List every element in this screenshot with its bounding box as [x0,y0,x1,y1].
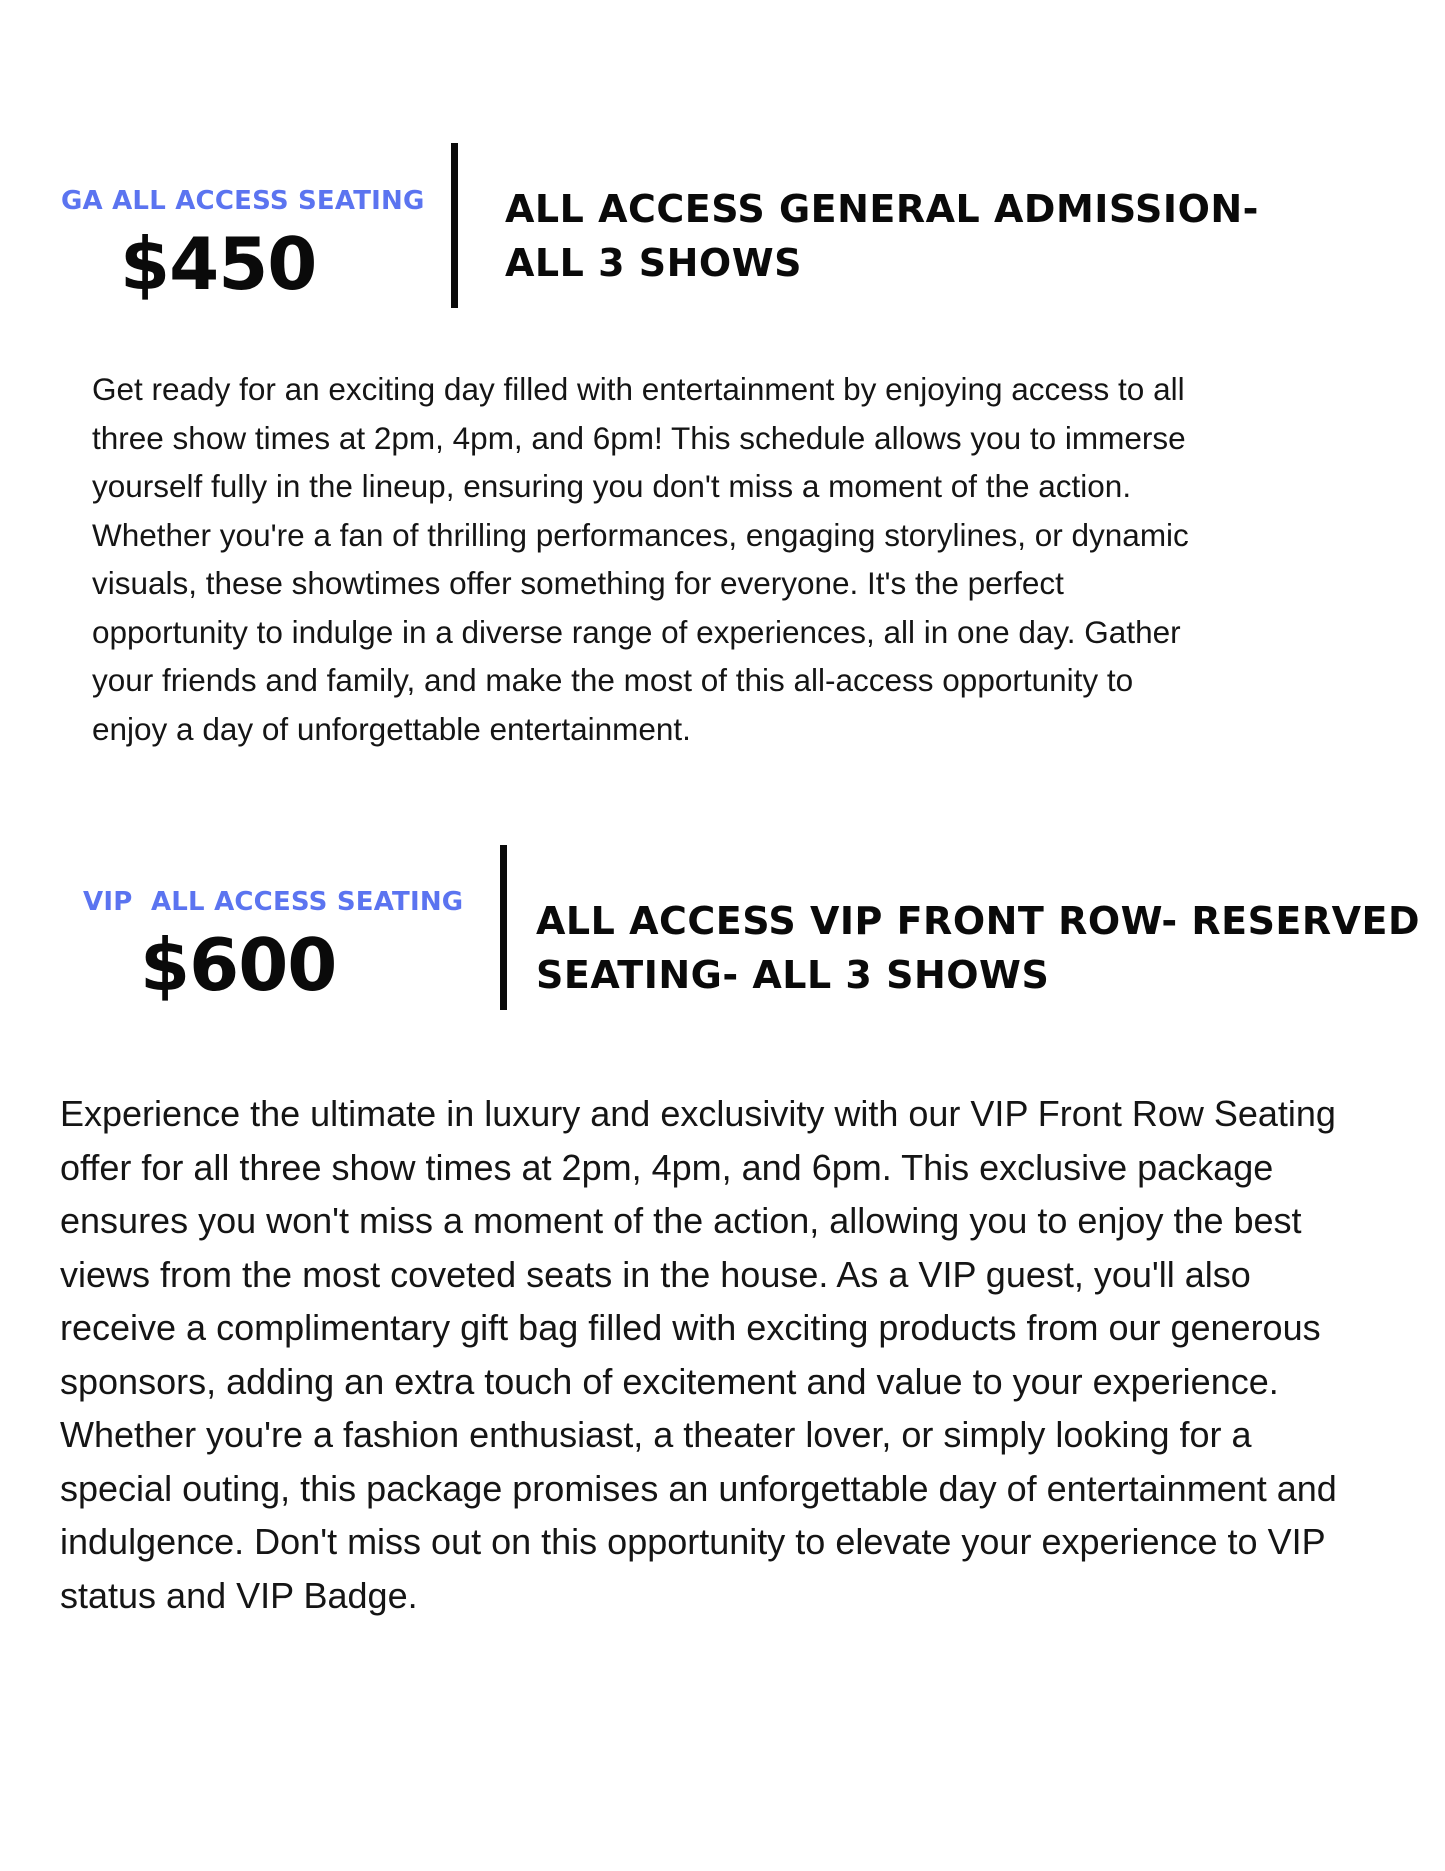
vip-headline-line-2: SEATING- ALL 3 SHOWS [536,953,1050,997]
ga-headline-line-2: ALL 3 SHOWS [505,241,802,285]
ga-description-line: visuals, these showtimes offer something for everyone. It's the perfect [92,565,1064,601]
vip-description-line: views from the most coveted seats in the house. As a VIP guest, you'll also [60,1253,1251,1295]
vip-description-line: indulgence. Don't miss out on this opportunity to elevate your experience to VIP [60,1521,1326,1562]
ga-description-line: enjoy a day of unforgettable entertainment. [92,710,691,747]
vip-description-line: special outing, this package promises an unforgettable day of entertainment and [60,1467,1337,1509]
vip-divider [500,845,507,1010]
ga-description-line: yourself fully in the lineup, ensuring you don't miss a moment of the action. [92,468,1132,504]
vip-headline-line-1: ALL ACCESS VIP FRONT ROW- RESERVED [536,899,1421,943]
vip-description-line: Experience the ultimate in luxury and exclusivity with our VIP Front Row Seating [60,1093,1336,1134]
vip-price: $600 [140,923,337,1007]
ga-description-line: Get ready for an exciting day filled with entertainment by enjoying access to all [92,371,1185,407]
vip-description-line: Whether you're a fashion enthusiast, a theater lover, or simply looking for a [60,1414,1252,1455]
ga-description-line: your friends and family, and make the most of this all-access opportunity to [92,662,1134,698]
ga-price: $450 [120,222,317,306]
vip-description-line: ensures you won't miss a moment of the action, allowing you to enjoy the best [60,1200,1302,1241]
ga-tier-label: GA ALL ACCESS SEATING [61,186,425,216]
ga-description-line: opportunity to indulge in a diverse range of experiences, all in one day. Gather [92,613,1181,650]
vip-description-line: sponsors, adding an extra touch of excitement and value to your experience. [60,1360,1279,1402]
vip-description-line: offer for all three show times at 2pm, 4pm, and 6pm. This exclusive package [60,1146,1274,1188]
vip-description [60,1087,1337,1622]
ga-description [92,365,1189,753]
vip-headline [536,894,1420,1002]
vip-tier-label: VIP ALL ACCESS SEATING [83,887,464,917]
vip-description-line: receive a complimentary gift bag filled with exciting products from our generous [60,1307,1321,1348]
ga-headline-line-1: ALL ACCESS GENERAL ADMISSION- [505,187,1259,231]
ga-headline [505,182,1259,290]
vip-description-line: status and VIP Badge. [60,1574,418,1616]
ga-divider [451,143,458,308]
ga-description-line: three show times at 2pm, 4pm, and 6pm! This schedule allows you to immerse [92,419,1186,456]
ga-description-line: Whether you're a fan of thrilling performances, engaging storylines, or dynamic [92,516,1189,553]
